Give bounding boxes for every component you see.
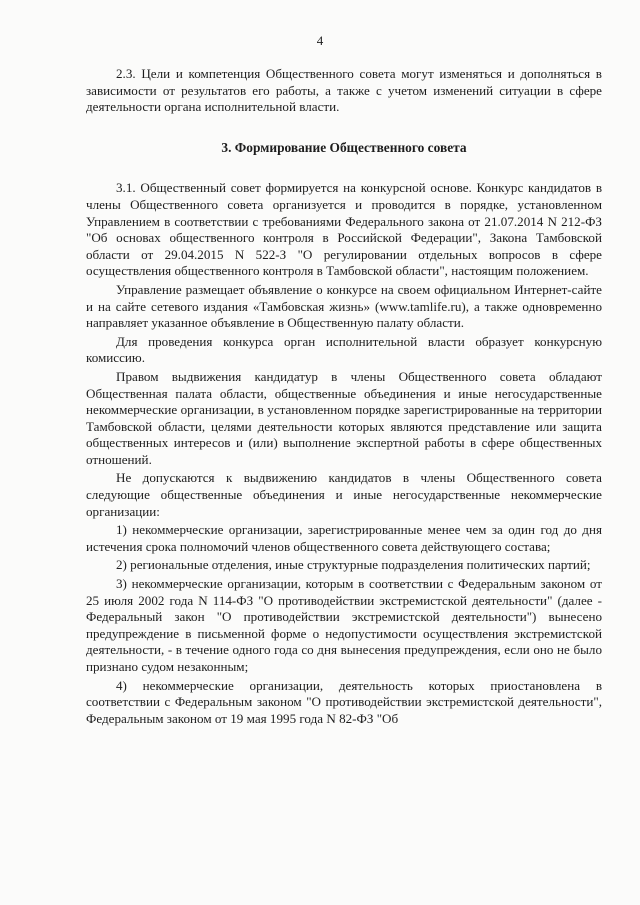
paragraph-nomination-right: Правом выдвижения кандидатур в члены Общественного совета обладают Общественная палата области, общественные объединения и иные негосударственные некоммерческие организации, в установленном порядке зарегистрированные на территории Тамбовской области, целями деятельности которых являются представление или защита общественных интересов и (или) выполнение экспертной работы в сфере общественных отношений.: [86, 368, 602, 467]
list-item-1: 1) некоммерческие организации, зарегистрированные менее чем за один год до дня истечения срока полномочий членов общественного совета действующего состава;: [86, 522, 602, 554]
list-item-2: 2) региональные отделения, иные структурные подразделения политических партий;: [116, 557, 591, 573]
paragraph-2-3: 2.3. Цели и компетенция Общественного совета могут изменяться и дополняться в зависимости от результатов его работы, а также с учетом изменений ситуации в сфере деятельности органа исполнительной власти.: [86, 66, 602, 115]
page-number: 4: [316, 33, 324, 48]
section-title: 3. Формирование Общественного совета: [221, 139, 467, 155]
paragraph-commission: Для проведения конкурса орган исполнительной власти образует конкурсную комиссию.: [86, 333, 602, 366]
document-body: [86, 66, 602, 727]
list-item-4: 4) некоммерческие организации, деятельность которых приостановлена в соответствии с Федеральным законом "О противодействии экстремистской деятельности", Федеральным законом от 19 мая 1995 года N 82-ФЗ "Об: [86, 677, 602, 726]
list-item-3: 3) некоммерческие организации, которым в соответствии с Федеральным законом от 25 июля 2002 года N 114-ФЗ "О противодействии экстремистской деятельности" (далее - Федеральный закон "О противодействии экстремистской деятельности") вынесено предупреждение в письменной форме о недопустимости осуществления экстремистской деятельности, - в течение одного года со дня вынесения предупреждения, если оно не было признано судом незаконным;: [86, 576, 602, 674]
paragraph-3-1: 3.1. Общественный совет формируется на конкурсной основе. Конкурс кандидатов в члены Общественного совета организуется и проводится в порядке, установленном Управлением в соответствии с требованиями Федерального закона от 21.07.2014 N 212-ФЗ "Об основах общественного контроля в Российской Федерации", Закона Тамбовской области от 29.04.2015 N 522-З "О регулировании отдельных вопросов в сфере осуществления общественного контроля в Тамбовской области", настоящим положением.: [86, 180, 602, 279]
paragraph-announcement: Управление размещает объявление о конкурсе на своем официальном Интернет-сайте и на сайте сетевого издания «Тамбовская жизнь» (www.tamlife.ru), а также одновременно направляет указанное объявление в Общественную палату области.: [86, 281, 602, 331]
paragraph-not-allowed: Не допускаются к выдвижению кандидатов в члены Общественного совета следующие общественные объединения и иные негосударственные некоммерческие организации:: [86, 470, 602, 519]
